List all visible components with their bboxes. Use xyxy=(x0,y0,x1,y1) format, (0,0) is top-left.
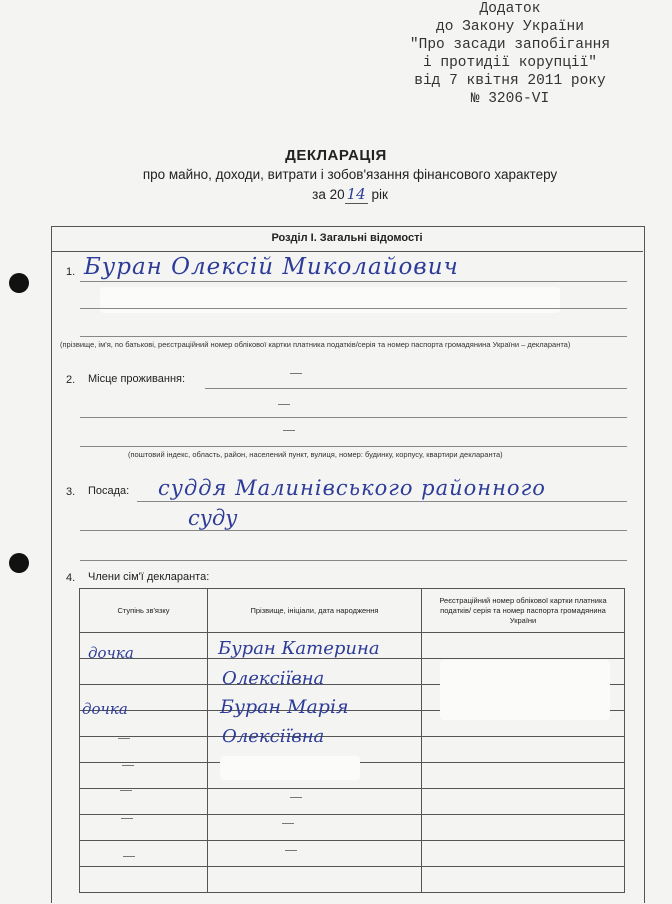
table-cell xyxy=(422,815,625,841)
header-note-line: "Про засади запобігання xyxy=(409,37,611,53)
year-prefix: за 20 xyxy=(312,187,345,202)
row1-relation: дочка xyxy=(88,644,134,662)
table-cell xyxy=(422,867,625,893)
table-cell xyxy=(422,763,625,789)
header-tax-number: Реєстраційний номер облікової картки платника податків/ серія та номер паспорта громадянина України xyxy=(422,589,625,633)
header-note-line: № 3206-VI xyxy=(470,91,550,107)
header-note-line: до Закону України xyxy=(436,19,584,35)
row1-name: Буран Катерина xyxy=(218,638,380,659)
year-suffix: рік xyxy=(371,187,388,202)
item2-caption: (поштовий індекс, область, район, населений пункт, вулиця, номер: будинку, корпусу, квартири декларанта) xyxy=(128,450,503,459)
item1-line-2 xyxy=(80,308,627,309)
table-row xyxy=(80,789,625,815)
family-members-table xyxy=(79,588,625,893)
document-title: ДЕКЛАРАЦІЯ xyxy=(285,147,387,164)
declaration-year xyxy=(0,185,672,203)
year-handwritten: 14 xyxy=(346,185,366,203)
row3-relation: дочка xyxy=(82,700,128,718)
item2-number: 2. xyxy=(66,374,76,386)
item4-label: Члени сім'ї декларанта: xyxy=(88,571,210,583)
item2-label: Місце проживання: xyxy=(88,373,186,385)
header-name: Прізвище, ініціали, дата народження xyxy=(208,589,422,633)
item3-number: 3. xyxy=(66,486,76,498)
table-cell xyxy=(80,737,208,763)
table-cell xyxy=(208,815,422,841)
item3-line-2 xyxy=(80,530,627,531)
table-cell xyxy=(80,841,208,867)
row3-name: Буран Марія xyxy=(220,696,349,718)
table-redacted xyxy=(440,660,610,720)
table-row xyxy=(80,841,625,867)
item1-line-3 xyxy=(80,336,627,337)
table-cell xyxy=(80,789,208,815)
table-row xyxy=(80,867,625,893)
table-cell xyxy=(208,867,422,893)
item2-line-2 xyxy=(80,417,627,418)
row2-name: Олексіївна xyxy=(222,668,325,689)
table-cell xyxy=(422,789,625,815)
row4-name: Олексіївна xyxy=(222,726,325,747)
empty-dash xyxy=(118,738,130,739)
empty-dash xyxy=(122,765,134,766)
item1-handwritten-name: Буран Олексій Миколайович xyxy=(84,254,459,280)
header-note-line: Додаток xyxy=(479,1,541,17)
item1-redacted xyxy=(100,287,560,313)
table-cell xyxy=(208,789,422,815)
table-cell xyxy=(80,659,208,685)
table-cell xyxy=(422,841,625,867)
empty-dash xyxy=(120,790,132,791)
item2-dash xyxy=(290,373,302,374)
empty-dash xyxy=(121,818,133,819)
table-cell xyxy=(208,841,422,867)
table-cell xyxy=(80,763,208,789)
empty-dash xyxy=(290,797,302,798)
item1-caption: (прізвище, ім'я, по батькові, реєстраційний номер облікової картки платника податків/серія та номер паспорта громадянина України – декларанта) xyxy=(60,340,571,349)
empty-dash xyxy=(285,850,297,851)
item3-line-3 xyxy=(80,560,627,561)
binder-hole-top xyxy=(9,273,29,293)
document-subtitle: про майно, доходи, витрати і зобов'язання фінансового характеру xyxy=(142,167,558,182)
item1-line-1 xyxy=(80,281,627,282)
header-note-line: від 7 квітня 2011 року xyxy=(414,73,606,89)
item3-handwritten-line2: суду xyxy=(188,506,238,530)
table-cell xyxy=(80,815,208,841)
item2-dash xyxy=(278,404,290,405)
empty-dash xyxy=(282,823,294,824)
empty-dash xyxy=(123,856,135,857)
item2-line-1 xyxy=(205,388,627,389)
header-note xyxy=(380,0,640,108)
item2-line-3 xyxy=(80,446,627,447)
binder-hole-bottom xyxy=(9,553,29,573)
table-cell xyxy=(422,633,625,659)
item3-line-1 xyxy=(137,501,627,502)
item2-dash xyxy=(283,430,295,431)
section-title: Розділ І. Загальні відомості xyxy=(51,226,643,252)
item3-handwritten-line1: суддя Малинівського районного xyxy=(158,476,546,500)
item4-number: 4. xyxy=(66,572,76,584)
table-cell xyxy=(422,737,625,763)
header-relation: Ступінь зв'язку xyxy=(80,589,208,633)
table-header-row xyxy=(80,589,625,633)
header-note-line: і протидії корупції" xyxy=(422,55,598,71)
table-redacted-bottom xyxy=(220,756,360,780)
table-cell xyxy=(80,867,208,893)
item1-number: 1. xyxy=(66,266,76,278)
item3-label: Посада: xyxy=(88,485,130,497)
table-row xyxy=(80,815,625,841)
